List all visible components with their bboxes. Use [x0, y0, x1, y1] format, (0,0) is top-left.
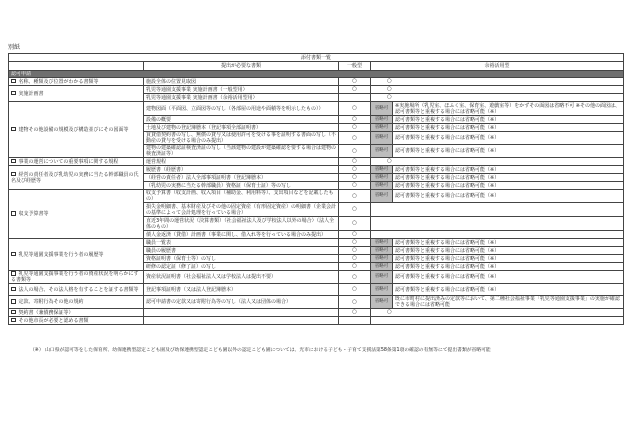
table-row: [9, 284, 624, 296]
table-row: [9, 166, 624, 174]
remark-cell: 認可書類等と重複する場合には省略可能（※）: [393, 166, 624, 174]
document-cell: 職員一覧表: [144, 239, 339, 247]
general-mark: ○: [339, 174, 371, 182]
item-cell: [9, 271, 144, 284]
table-row: [9, 158, 624, 166]
header-documents: 提出が必要な書類: [144, 62, 339, 71]
checkbox-icon[interactable]: [11, 299, 16, 304]
checkbox-icon[interactable]: [11, 91, 16, 96]
item-label: 乳児等通園支援事業を行う者の履歴等: [18, 251, 104, 258]
item-label: 乳児等通園支援事業を行う者の資産状況を明らかにする書類等: [11, 271, 139, 283]
item-cell: [9, 158, 144, 166]
item-cell: [9, 309, 144, 317]
remark-cell: ※実施場所（乳児室、ほふく室、保育室、遊戯室等）をかずその面図は省略不可 ※その他の面図は、認可書類等と重複する場合には省略可能（※）: [393, 102, 624, 116]
table-row: [9, 317, 624, 325]
optional-tag: 省略可: [371, 271, 393, 284]
checkbox-icon[interactable]: [11, 318, 16, 323]
remark-cell: 認可書類等と重複する場合には省略可能（※）: [393, 190, 624, 203]
general-mark: ○: [339, 190, 371, 203]
general-mark: [339, 317, 371, 325]
document-cell: [144, 309, 339, 317]
item-label: 経営の責任者及び乳幼児の実務に当たる幹部職員の氏名及び経歴等: [11, 171, 139, 184]
attachment-table: [8, 53, 624, 325]
remark-cell: 認可書類等と重複する場合には省略可能（※）: [393, 132, 624, 145]
document-cell: 直近3年間の運営状況（決算書類）（社会福祉法人及び学校法人以外の場合）（法人全体のもの）: [144, 217, 339, 231]
item-label: 契約書（兼債務保証等）: [18, 309, 74, 316]
checkbox-icon[interactable]: [11, 159, 16, 164]
optional-tag: 省略可: [371, 132, 393, 145]
document-cell: （経営の責任者）法人全部事項証明書（登記簿謄本）: [144, 174, 339, 182]
document-cell: 研修の認定証（修了証）の写し: [144, 263, 339, 271]
general-mark: ○: [339, 158, 371, 166]
page-label: 別紙: [8, 44, 21, 51]
remark-cell: ○: [371, 309, 624, 317]
general-mark: ○: [339, 124, 371, 132]
optional-tag: 省略可: [371, 166, 393, 174]
optional-tag: 省略可: [371, 296, 393, 309]
document-cell: 賃貸借契約書の写し、無償の貸与又は使用許可を受ける事を証明する書面の写し（不動産の貸与を受ける場合のみ提出）: [144, 132, 339, 145]
document-cell: 建物図面（平面図、立面図等の写し（各部屋の用途や面積等を明示したもの））: [144, 102, 339, 116]
general-mark: [339, 94, 371, 102]
table-title: 添付書類一覧: [9, 54, 624, 62]
general-mark: ○: [339, 86, 371, 94]
optional-tag: 省略可: [371, 174, 393, 182]
item-label: 実施計画書: [18, 90, 44, 97]
item-label: 建物その他設備の規模及び構造並びにその図面等: [18, 126, 129, 133]
document-cell: 設備の概要: [144, 116, 339, 124]
remark-cell: 既に市町村に提出済みの定款等において、第二種社会福祉事業「乳児等通園支援事業」の実施が確認できる場合には省略可能: [393, 296, 624, 309]
item-cell: [9, 78, 144, 86]
optional-tag: 省略可: [371, 182, 393, 190]
general-mark: ○: [339, 247, 371, 255]
remark-cell: 認可書類等と重複する場合には省略可能（※）: [393, 145, 624, 158]
optional-tag: 省略可: [371, 116, 393, 124]
remark-cell: ○: [371, 158, 624, 166]
document-cell: 土地及び建物の登記簿謄本（登記事項全部証明書）: [144, 124, 339, 132]
general-mark: ○: [339, 78, 371, 86]
remark-cell: ○: [371, 94, 624, 102]
document-cell: 資産状況証明書（社会福祉法人又は学校法人は提出不要）: [144, 271, 339, 284]
remark-cell: 認可書類等と重複する場合には省略可能（※）: [393, 255, 624, 263]
document-cell: 登記事項証明書（又は法人登記簿謄本）: [144, 284, 339, 296]
general-mark: ○: [339, 182, 371, 190]
optional-tag: 省略可: [371, 255, 393, 263]
table-row: [9, 102, 624, 116]
document-cell: 履歴書（経歴書）: [144, 166, 339, 174]
document-cell: 運営規程: [144, 158, 339, 166]
table-row: [9, 296, 624, 309]
checkbox-icon[interactable]: [11, 271, 16, 276]
general-mark: ○: [339, 116, 371, 124]
item-label: 定款、寄附行為その他の規約: [18, 299, 84, 305]
document-cell: 職員の履歴書: [144, 247, 339, 255]
item-cell: [9, 86, 144, 102]
item-cell: [9, 317, 144, 325]
item-cell: [9, 102, 144, 158]
item-cell: [9, 284, 144, 296]
table-row: [9, 86, 624, 94]
remark-cell: 認可書類等と重複する場合には省略可能（※）: [393, 239, 624, 247]
checkbox-icon[interactable]: [11, 287, 16, 292]
item-cell: [9, 239, 144, 271]
item-cell: [9, 190, 144, 239]
header-general: 一般型: [339, 62, 371, 71]
remark-cell: 認可書類等と重複する場合には省略可能（※）: [393, 116, 624, 124]
table-body: [9, 78, 624, 325]
remark-cell: [371, 231, 624, 239]
item-label: 名称、種類及び位置がわかる書類等: [18, 78, 99, 85]
table-row: [9, 190, 624, 203]
remark-cell: 認可書類等と重複する場合には省略可能（※）: [393, 124, 624, 132]
document-cell: 認可申請書の定款又は寄附行為等の写し（法人又は団体の場合）: [144, 296, 339, 309]
remark-cell: 認可書類等と重複する場合には省略可能（※）: [393, 271, 624, 284]
document-cell: 債人金返済（貸借）計画書（事業に関し、借入れ等を行っている場合のみ提出）: [144, 231, 339, 239]
general-mark: ○: [339, 203, 371, 217]
remark-cell: [371, 203, 624, 217]
checkbox-icon[interactable]: [11, 172, 16, 177]
remark-cell: [371, 217, 624, 231]
remark-cell: ○: [371, 86, 624, 94]
table-row: [9, 271, 624, 284]
checkbox-icon[interactable]: [11, 211, 16, 216]
general-mark: ○: [339, 132, 371, 145]
document-cell: 乳児等通園支援事業 実施計画書（余裕活用型用）: [144, 94, 339, 102]
document-cell: （乳幼児の実務に当たる幹部職員）資格証（保育士証）等の写し: [144, 182, 339, 190]
optional-tag: 省略可: [371, 145, 393, 158]
general-mark: ○: [339, 231, 371, 239]
footnote: （※） 山口県が認可等をした保育所、幼保連携型認定こども園及び幼保連携型認定こども園以外の認定こども園については、光市における子ども・子育て支援法第58条第1項の確認の有無等にて提出書類が省略可能: [30, 348, 491, 353]
optional-tag: 省略可: [371, 190, 393, 203]
remark-cell: 認可書類等と重複する場合には省略可能（※）: [393, 247, 624, 255]
optional-tag: 省略可: [371, 284, 393, 296]
checkbox-icon[interactable]: [11, 127, 16, 132]
item-cell: [9, 296, 144, 309]
document-cell: 施設全体の位置見取図: [144, 78, 339, 86]
document-cell: 乳児等通園支援事業 実施計画書（一般型用）: [144, 86, 339, 94]
checkbox-icon[interactable]: [11, 252, 16, 257]
optional-tag: 省略可: [371, 124, 393, 132]
header-blank: [9, 62, 144, 71]
table-row: [9, 78, 624, 86]
remark-cell: 認可書類等と重複する場合には省略可能（※）: [393, 284, 624, 296]
document-cell: [144, 317, 339, 325]
optional-tag: 省略可: [371, 102, 393, 116]
optional-tag: 省略可: [371, 263, 393, 271]
remark-cell: 認可書類等と重複する場合には省略可能（※）: [393, 263, 624, 271]
general-mark: ○: [339, 102, 371, 116]
item-label: 収支予算書等: [18, 211, 49, 217]
document-cell: 損失金明細書、基本財産及びその他の固定資産（有形固定資産）の明細書（企業会計の基準によって会計処理を行っている場合）: [144, 203, 339, 217]
table-row: [9, 309, 624, 317]
item-label: 事業の運営についての重要事項に関する規程: [18, 158, 119, 165]
document-cell: 建物の建築確認証検査済証の写し（当該建物の建設が建築確認を要する場合は建物の検査済証等）: [144, 145, 339, 158]
optional-tag: 省略可: [371, 239, 393, 247]
remark-cell: 認可書類等と重複する場合には省略可能（※）: [393, 182, 624, 190]
remark-cell: ○: [371, 78, 624, 86]
general-mark: ○: [339, 255, 371, 263]
remark-cell: 認可書類等と重複する場合には省略可能（※）: [393, 174, 624, 182]
general-mark: ○: [339, 271, 371, 284]
general-mark: ○: [339, 309, 371, 317]
general-mark: ○: [339, 217, 371, 231]
document-cell: 資格証明書（保育士等）の写し: [144, 255, 339, 263]
item-label: その他市長が必要と認める書類: [18, 317, 89, 324]
item-label: 法人の場合、その法人格を有することを証する書類等: [18, 286, 139, 293]
general-mark: ○: [339, 296, 371, 309]
optional-tag: 省略可: [371, 247, 393, 255]
remark-cell: [371, 317, 624, 325]
general-mark: ○: [339, 166, 371, 174]
general-mark: ○: [339, 145, 371, 158]
general-mark: ○: [339, 239, 371, 247]
document-cell: 収支予算書（収支計画、収入項目（補助金、利用料等）、支出項目などを記載したもの）: [144, 190, 339, 203]
item-cell: [9, 166, 144, 190]
checkbox-icon[interactable]: [11, 310, 16, 315]
table-row: [9, 239, 624, 247]
checkbox-icon[interactable]: [11, 79, 16, 84]
header-remarks: 余裕活用型: [371, 62, 624, 71]
general-mark: ○: [339, 263, 371, 271]
section-label: 認可申請: [9, 71, 624, 78]
general-mark: ○: [339, 284, 371, 296]
